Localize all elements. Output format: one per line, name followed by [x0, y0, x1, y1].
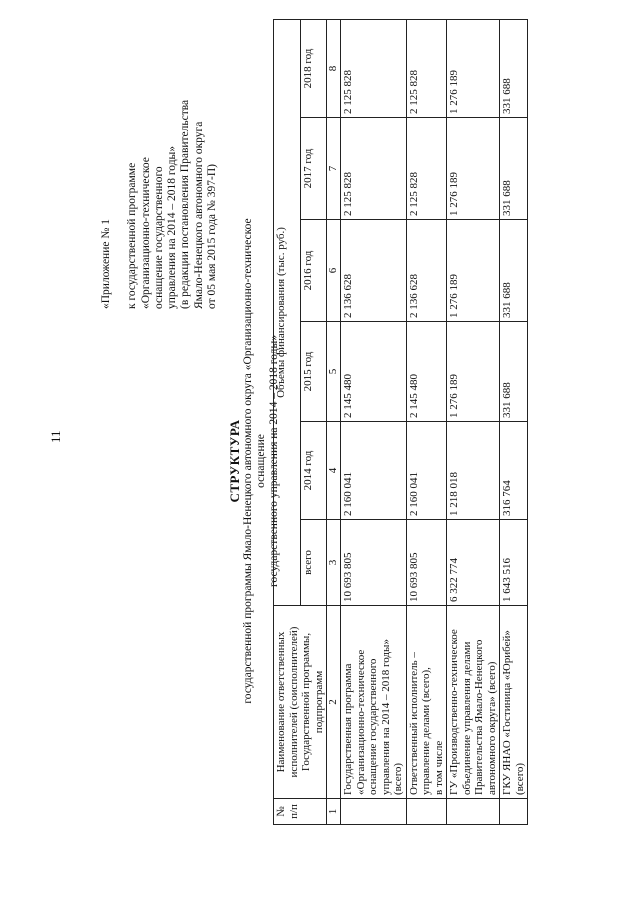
column-number: 2 [327, 606, 341, 799]
value-cell: 2 125 828 [406, 118, 447, 220]
row-name-line: ГКУ ЯНАО «Гостиница «Юрибей» [501, 630, 513, 795]
table-row [406, 19, 447, 824]
row-no-cell [406, 799, 447, 825]
value-cell: 2 125 828 [341, 19, 407, 117]
header-name: Наименование ответственных исполнителей (соисполнителей) Государственной программы, подпрограмм [274, 606, 327, 799]
appendix-line: к государственной программе [126, 162, 139, 309]
value-cell: 331 688 [500, 220, 528, 322]
value-cell: 10 693 805 [406, 520, 447, 606]
appendix-line: управления на 2014 – 2018 годы» [166, 145, 179, 309]
table-header-row [274, 19, 301, 824]
column-number: 7 [327, 118, 341, 220]
column-number: 5 [327, 322, 341, 422]
row-name-line: управление делами (всего), [420, 667, 432, 795]
row-name-line: «Организационно-техническое [354, 649, 367, 795]
appendix-line: «Организационно-техническое [139, 157, 152, 309]
value-cell: 1 643 516 [500, 520, 528, 606]
row-name-line: управления на 2014 – 2018 годы» [379, 639, 392, 795]
row-name-cell [341, 606, 407, 799]
header-no: № п/п [274, 799, 327, 825]
row-no-cell [500, 799, 528, 825]
header-year: 2014 год [300, 422, 327, 520]
value-cell: 10 693 805 [341, 520, 407, 606]
value-cell: 2 160 041 [406, 422, 447, 520]
row-name-line: Правительства Ямало-Ненецкого [473, 639, 485, 795]
appendix-line: (в редакции постановления Правительства [179, 99, 192, 309]
row-name-line: ГУ «Производственно-техническое [448, 629, 460, 795]
table-row [500, 19, 528, 824]
column-number-row [327, 19, 341, 824]
header-total: всего [300, 520, 327, 606]
row-name-line: Государственная программа [342, 663, 354, 795]
column-number: 1 [327, 799, 341, 825]
value-cell: 6 322 774 [447, 520, 500, 606]
value-cell: 1 276 189 [447, 118, 500, 220]
header-year: 2017 год [300, 118, 327, 220]
value-cell: 2 136 628 [406, 220, 447, 322]
value-cell: 331 688 [500, 322, 528, 422]
row-name-line: автономного округа» (всего) [485, 661, 498, 795]
value-cell: 1 276 189 [447, 220, 500, 322]
table-row [341, 19, 407, 824]
appendix-note [100, 49, 219, 309]
row-name-cell [447, 606, 500, 799]
row-name-line: Ответственный исполнитель – [407, 652, 420, 795]
value-cell: 2 145 480 [406, 322, 447, 422]
subtitle-line: государственной программы Ямало-Ненецкого автономного округа «Организационно-техническое оснащение [242, 218, 267, 704]
header-year: 2015 год [300, 322, 327, 422]
value-cell: 1 276 189 [447, 19, 500, 117]
value-cell: 2 145 480 [341, 322, 407, 422]
row-name-line: (всего) [392, 762, 404, 795]
header-year: 2018 год [300, 19, 327, 117]
row-no-cell [447, 799, 500, 825]
column-number: 6 [327, 220, 341, 322]
appendix-line: Ямало-Ненецкого автономного округа [192, 121, 205, 309]
appendix-line: от 05 мая 2015 года № 397-П) [206, 164, 219, 309]
row-name-cell [406, 606, 447, 799]
table-row [447, 19, 500, 824]
row-no-cell [341, 799, 407, 825]
value-cell: 331 688 [500, 19, 528, 117]
value-cell: 331 688 [500, 118, 528, 220]
column-number: 8 [327, 19, 341, 117]
funding-table [273, 19, 528, 825]
value-cell: 2 125 828 [341, 118, 407, 220]
appendix-line: оснащение государственного [152, 166, 165, 309]
row-name-line: оснащение государственного [367, 658, 379, 795]
row-name-line: (всего) [513, 762, 526, 795]
row-name-cell [500, 606, 528, 799]
value-cell: 2 136 628 [341, 220, 407, 322]
column-number: 4 [327, 422, 341, 520]
appendix-title: «Приложение № 1 [100, 219, 112, 309]
page-number: 11 [48, 430, 63, 443]
value-cell: 1 276 189 [447, 322, 500, 422]
header-year: 2016 год [300, 220, 327, 322]
document-title: СТРУКТУРА [227, 419, 242, 503]
value-cell: 2 125 828 [406, 19, 447, 117]
row-name-line: объединение управления делами [460, 641, 473, 795]
subtitle-line: государственного управления на 2014 – 2018 годы» [268, 335, 280, 587]
value-cell: 316 764 [500, 422, 528, 520]
column-number: 3 [327, 520, 341, 606]
value-cell: 2 160 041 [341, 422, 407, 520]
header-funding-group: Объемы финансирования (тыс. руб.) [274, 19, 301, 605]
row-name-line: в том числе [432, 740, 445, 795]
value-cell: 1 218 018 [447, 422, 500, 520]
